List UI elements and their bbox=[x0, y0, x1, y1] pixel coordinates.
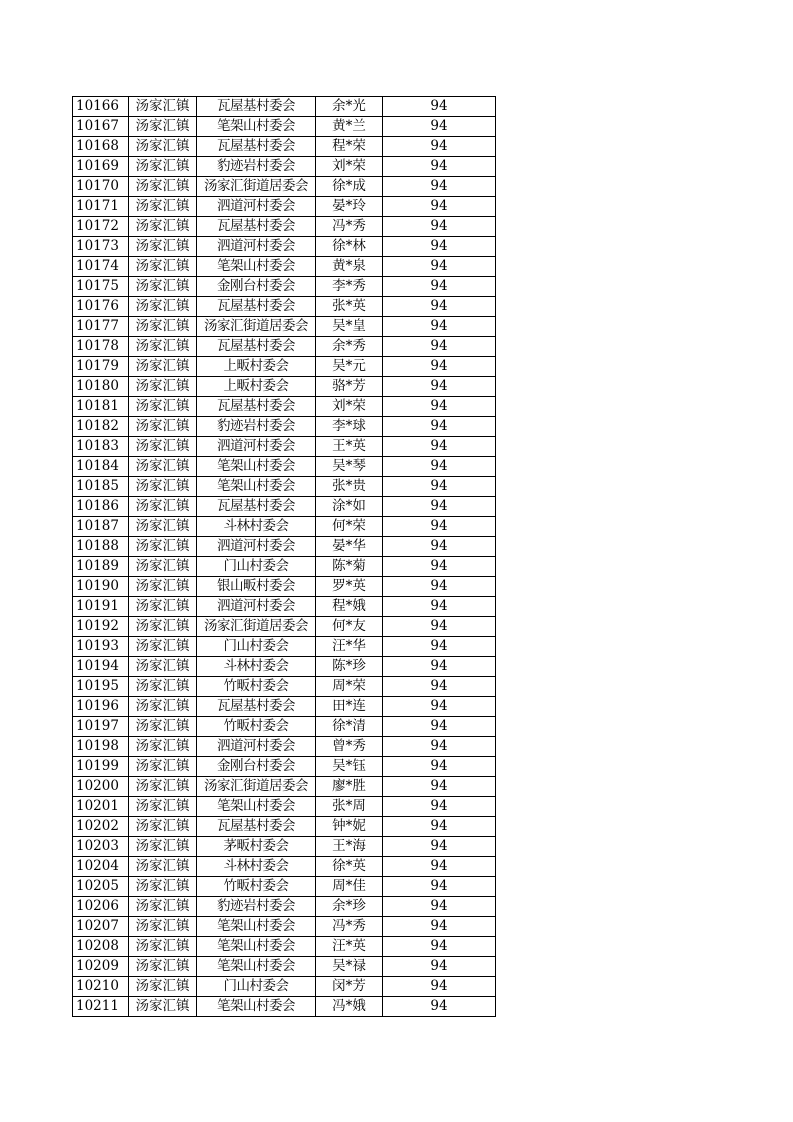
cell-score: 94 bbox=[383, 557, 496, 577]
cell-name: 吴*琴 bbox=[316, 457, 383, 477]
cell-town: 汤家汇镇 bbox=[129, 397, 197, 417]
cell-id: 10205 bbox=[73, 877, 129, 897]
cell-organization: 竹畈村委会 bbox=[197, 717, 316, 737]
cell-id: 10211 bbox=[73, 997, 129, 1017]
table-row bbox=[73, 957, 496, 977]
cell-town: 汤家汇镇 bbox=[129, 917, 197, 937]
table-row bbox=[73, 777, 496, 797]
table-row bbox=[73, 557, 496, 577]
cell-name: 吴*钰 bbox=[316, 757, 383, 777]
cell-name: 涂*如 bbox=[316, 497, 383, 517]
table-row bbox=[73, 117, 496, 137]
cell-name: 王*英 bbox=[316, 437, 383, 457]
cell-score: 94 bbox=[383, 197, 496, 217]
cell-town: 汤家汇镇 bbox=[129, 517, 197, 537]
cell-id: 10202 bbox=[73, 817, 129, 837]
cell-town: 汤家汇镇 bbox=[129, 237, 197, 257]
cell-town: 汤家汇镇 bbox=[129, 157, 197, 177]
cell-id: 10198 bbox=[73, 737, 129, 757]
cell-town: 汤家汇镇 bbox=[129, 737, 197, 757]
cell-town: 汤家汇镇 bbox=[129, 897, 197, 917]
cell-town: 汤家汇镇 bbox=[129, 937, 197, 957]
table-row bbox=[73, 497, 496, 517]
cell-organization: 斗林村委会 bbox=[197, 857, 316, 877]
cell-name: 黄*兰 bbox=[316, 117, 383, 137]
cell-score: 94 bbox=[383, 477, 496, 497]
cell-town: 汤家汇镇 bbox=[129, 977, 197, 997]
cell-id: 10180 bbox=[73, 377, 129, 397]
cell-id: 10191 bbox=[73, 597, 129, 617]
cell-name: 骆*芳 bbox=[316, 377, 383, 397]
cell-id: 10206 bbox=[73, 897, 129, 917]
cell-score: 94 bbox=[383, 417, 496, 437]
cell-score: 94 bbox=[383, 797, 496, 817]
table-row bbox=[73, 977, 496, 997]
table-row bbox=[73, 757, 496, 777]
cell-organization: 上畈村委会 bbox=[197, 357, 316, 377]
cell-name: 吴*皇 bbox=[316, 317, 383, 337]
cell-id: 10201 bbox=[73, 797, 129, 817]
cell-organization: 汤家汇街道居委会 bbox=[197, 317, 316, 337]
table-row bbox=[73, 877, 496, 897]
cell-id: 10169 bbox=[73, 157, 129, 177]
cell-score: 94 bbox=[383, 837, 496, 857]
cell-organization: 笔架山村委会 bbox=[197, 937, 316, 957]
cell-name: 程*荣 bbox=[316, 137, 383, 157]
table-row bbox=[73, 437, 496, 457]
cell-organization: 汤家汇街道居委会 bbox=[197, 777, 316, 797]
cell-organization: 豹迹岩村委会 bbox=[197, 157, 316, 177]
cell-score: 94 bbox=[383, 357, 496, 377]
cell-id: 10181 bbox=[73, 397, 129, 417]
cell-name: 徐*林 bbox=[316, 237, 383, 257]
table-row bbox=[73, 617, 496, 637]
table-row bbox=[73, 997, 496, 1017]
cell-organization: 门山村委会 bbox=[197, 557, 316, 577]
cell-organization: 笔架山村委会 bbox=[197, 797, 316, 817]
cell-id: 10208 bbox=[73, 937, 129, 957]
cell-town: 汤家汇镇 bbox=[129, 677, 197, 697]
cell-score: 94 bbox=[383, 617, 496, 637]
cell-town: 汤家汇镇 bbox=[129, 277, 197, 297]
table-row bbox=[73, 637, 496, 657]
cell-name: 田*连 bbox=[316, 697, 383, 717]
cell-id: 10172 bbox=[73, 217, 129, 237]
table-row bbox=[73, 857, 496, 877]
cell-name: 徐*英 bbox=[316, 857, 383, 877]
cell-name: 刘*荣 bbox=[316, 157, 383, 177]
cell-id: 10168 bbox=[73, 137, 129, 157]
cell-score: 94 bbox=[383, 277, 496, 297]
cell-score: 94 bbox=[383, 177, 496, 197]
cell-score: 94 bbox=[383, 297, 496, 317]
cell-name: 刘*荣 bbox=[316, 397, 383, 417]
cell-score: 94 bbox=[383, 237, 496, 257]
cell-organization: 瓦屋基村委会 bbox=[197, 137, 316, 157]
cell-score: 94 bbox=[383, 397, 496, 417]
table-row bbox=[73, 937, 496, 957]
cell-organization: 茅畈村委会 bbox=[197, 837, 316, 857]
cell-score: 94 bbox=[383, 857, 496, 877]
cell-organization: 上畈村委会 bbox=[197, 377, 316, 397]
cell-town: 汤家汇镇 bbox=[129, 617, 197, 637]
cell-town: 汤家汇镇 bbox=[129, 217, 197, 237]
cell-score: 94 bbox=[383, 657, 496, 677]
cell-score: 94 bbox=[383, 677, 496, 697]
cell-organization: 瓦屋基村委会 bbox=[197, 817, 316, 837]
cell-score: 94 bbox=[383, 377, 496, 397]
cell-id: 10204 bbox=[73, 857, 129, 877]
table-row bbox=[73, 377, 496, 397]
cell-town: 汤家汇镇 bbox=[129, 537, 197, 557]
cell-name: 周*佳 bbox=[316, 877, 383, 897]
cell-score: 94 bbox=[383, 877, 496, 897]
cell-score: 94 bbox=[383, 577, 496, 597]
cell-id: 10175 bbox=[73, 277, 129, 297]
cell-organization: 斗林村委会 bbox=[197, 657, 316, 677]
table-row bbox=[73, 257, 496, 277]
cell-organization: 金刚台村委会 bbox=[197, 757, 316, 777]
cell-name: 钟*妮 bbox=[316, 817, 383, 837]
cell-name: 黄*泉 bbox=[316, 257, 383, 277]
table-row bbox=[73, 517, 496, 537]
cell-town: 汤家汇镇 bbox=[129, 337, 197, 357]
cell-score: 94 bbox=[383, 997, 496, 1017]
cell-organization: 竹畈村委会 bbox=[197, 677, 316, 697]
cell-name: 张*贵 bbox=[316, 477, 383, 497]
cell-score: 94 bbox=[383, 777, 496, 797]
table-row bbox=[73, 237, 496, 257]
table-row bbox=[73, 797, 496, 817]
table-row bbox=[73, 537, 496, 557]
cell-town: 汤家汇镇 bbox=[129, 137, 197, 157]
cell-id: 10178 bbox=[73, 337, 129, 357]
cell-id: 10176 bbox=[73, 297, 129, 317]
cell-organization: 瓦屋基村委会 bbox=[197, 337, 316, 357]
cell-organization: 瓦屋基村委会 bbox=[197, 97, 316, 117]
cell-id: 10174 bbox=[73, 257, 129, 277]
table-row bbox=[73, 177, 496, 197]
cell-score: 94 bbox=[383, 157, 496, 177]
cell-id: 10188 bbox=[73, 537, 129, 557]
table-row bbox=[73, 657, 496, 677]
table-row bbox=[73, 357, 496, 377]
cell-town: 汤家汇镇 bbox=[129, 857, 197, 877]
table-row bbox=[73, 157, 496, 177]
cell-score: 94 bbox=[383, 457, 496, 477]
cell-organization: 竹畈村委会 bbox=[197, 877, 316, 897]
cell-town: 汤家汇镇 bbox=[129, 477, 197, 497]
cell-organization: 豹迹岩村委会 bbox=[197, 417, 316, 437]
cell-organization: 笔架山村委会 bbox=[197, 957, 316, 977]
cell-organization: 瓦屋基村委会 bbox=[197, 217, 316, 237]
cell-id: 10192 bbox=[73, 617, 129, 637]
cell-score: 94 bbox=[383, 217, 496, 237]
cell-organization: 笔架山村委会 bbox=[197, 117, 316, 137]
cell-organization: 泗道河村委会 bbox=[197, 237, 316, 257]
cell-name: 汪*华 bbox=[316, 637, 383, 657]
table-row bbox=[73, 137, 496, 157]
cell-id: 10203 bbox=[73, 837, 129, 857]
cell-score: 94 bbox=[383, 737, 496, 757]
cell-town: 汤家汇镇 bbox=[129, 497, 197, 517]
table-row bbox=[73, 337, 496, 357]
cell-name: 程*娥 bbox=[316, 597, 383, 617]
cell-id: 10193 bbox=[73, 637, 129, 657]
cell-score: 94 bbox=[383, 697, 496, 717]
cell-id: 10186 bbox=[73, 497, 129, 517]
cell-score: 94 bbox=[383, 437, 496, 457]
cell-name: 李*秀 bbox=[316, 277, 383, 297]
cell-name: 晏*玲 bbox=[316, 197, 383, 217]
cell-organization: 笔架山村委会 bbox=[197, 477, 316, 497]
cell-id: 10184 bbox=[73, 457, 129, 477]
cell-id: 10195 bbox=[73, 677, 129, 697]
cell-id: 10209 bbox=[73, 957, 129, 977]
cell-organization: 瓦屋基村委会 bbox=[197, 297, 316, 317]
cell-organization: 豹迹岩村委会 bbox=[197, 897, 316, 917]
table-row bbox=[73, 277, 496, 297]
cell-town: 汤家汇镇 bbox=[129, 357, 197, 377]
cell-name: 陈*珍 bbox=[316, 657, 383, 677]
cell-id: 10187 bbox=[73, 517, 129, 537]
cell-organization: 银山畈村委会 bbox=[197, 577, 316, 597]
cell-name: 徐*成 bbox=[316, 177, 383, 197]
cell-score: 94 bbox=[383, 937, 496, 957]
table-row bbox=[73, 697, 496, 717]
cell-score: 94 bbox=[383, 957, 496, 977]
cell-name: 吴*元 bbox=[316, 357, 383, 377]
cell-name: 闵*芳 bbox=[316, 977, 383, 997]
cell-town: 汤家汇镇 bbox=[129, 777, 197, 797]
cell-name: 冯*娥 bbox=[316, 997, 383, 1017]
table-row bbox=[73, 417, 496, 437]
cell-name: 陈*菊 bbox=[316, 557, 383, 577]
cell-organization: 金刚台村委会 bbox=[197, 277, 316, 297]
cell-name: 廖*胜 bbox=[316, 777, 383, 797]
cell-id: 10171 bbox=[73, 197, 129, 217]
cell-score: 94 bbox=[383, 897, 496, 917]
table-row bbox=[73, 717, 496, 737]
cell-town: 汤家汇镇 bbox=[129, 457, 197, 477]
cell-town: 汤家汇镇 bbox=[129, 657, 197, 677]
cell-town: 汤家汇镇 bbox=[129, 997, 197, 1017]
cell-score: 94 bbox=[383, 117, 496, 137]
cell-id: 10199 bbox=[73, 757, 129, 777]
table-body bbox=[73, 97, 496, 1017]
cell-town: 汤家汇镇 bbox=[129, 717, 197, 737]
table-row bbox=[73, 397, 496, 417]
cell-score: 94 bbox=[383, 137, 496, 157]
table-row bbox=[73, 917, 496, 937]
cell-town: 汤家汇镇 bbox=[129, 197, 197, 217]
cell-name: 张*周 bbox=[316, 797, 383, 817]
cell-id: 10207 bbox=[73, 917, 129, 937]
cell-town: 汤家汇镇 bbox=[129, 297, 197, 317]
cell-id: 10190 bbox=[73, 577, 129, 597]
cell-town: 汤家汇镇 bbox=[129, 557, 197, 577]
cell-organization: 泗道河村委会 bbox=[197, 737, 316, 757]
cell-score: 94 bbox=[383, 257, 496, 277]
cell-name: 徐*清 bbox=[316, 717, 383, 737]
cell-id: 10170 bbox=[73, 177, 129, 197]
cell-town: 汤家汇镇 bbox=[129, 317, 197, 337]
cell-organization: 笔架山村委会 bbox=[197, 257, 316, 277]
cell-score: 94 bbox=[383, 337, 496, 357]
cell-score: 94 bbox=[383, 497, 496, 517]
cell-id: 10182 bbox=[73, 417, 129, 437]
cell-id: 10179 bbox=[73, 357, 129, 377]
cell-score: 94 bbox=[383, 757, 496, 777]
cell-town: 汤家汇镇 bbox=[129, 597, 197, 617]
cell-score: 94 bbox=[383, 317, 496, 337]
cell-organization: 笔架山村委会 bbox=[197, 917, 316, 937]
cell-id: 10173 bbox=[73, 237, 129, 257]
table-row bbox=[73, 317, 496, 337]
cell-name: 汪*英 bbox=[316, 937, 383, 957]
cell-organization: 门山村委会 bbox=[197, 637, 316, 657]
data-table bbox=[72, 96, 496, 1017]
cell-organization: 斗林村委会 bbox=[197, 517, 316, 537]
cell-name: 李*球 bbox=[316, 417, 383, 437]
table-row bbox=[73, 297, 496, 317]
cell-name: 曾*秀 bbox=[316, 737, 383, 757]
cell-id: 10183 bbox=[73, 437, 129, 457]
cell-name: 余*珍 bbox=[316, 897, 383, 917]
table-row bbox=[73, 457, 496, 477]
table-row bbox=[73, 837, 496, 857]
cell-organization: 门山村委会 bbox=[197, 977, 316, 997]
cell-score: 94 bbox=[383, 637, 496, 657]
table-row bbox=[73, 577, 496, 597]
cell-organization: 笔架山村委会 bbox=[197, 457, 316, 477]
cell-town: 汤家汇镇 bbox=[129, 837, 197, 857]
cell-town: 汤家汇镇 bbox=[129, 757, 197, 777]
cell-town: 汤家汇镇 bbox=[129, 417, 197, 437]
cell-name: 王*海 bbox=[316, 837, 383, 857]
cell-town: 汤家汇镇 bbox=[129, 377, 197, 397]
cell-town: 汤家汇镇 bbox=[129, 117, 197, 137]
cell-name: 罗*英 bbox=[316, 577, 383, 597]
cell-score: 94 bbox=[383, 537, 496, 557]
cell-score: 94 bbox=[383, 717, 496, 737]
cell-town: 汤家汇镇 bbox=[129, 437, 197, 457]
cell-name: 何*荣 bbox=[316, 517, 383, 537]
table-row bbox=[73, 477, 496, 497]
cell-id: 10167 bbox=[73, 117, 129, 137]
cell-name: 吴*禄 bbox=[316, 957, 383, 977]
cell-town: 汤家汇镇 bbox=[129, 797, 197, 817]
cell-town: 汤家汇镇 bbox=[129, 177, 197, 197]
cell-town: 汤家汇镇 bbox=[129, 697, 197, 717]
table-row bbox=[73, 217, 496, 237]
cell-organization: 汤家汇街道居委会 bbox=[197, 177, 316, 197]
cell-town: 汤家汇镇 bbox=[129, 257, 197, 277]
cell-score: 94 bbox=[383, 977, 496, 997]
cell-score: 94 bbox=[383, 917, 496, 937]
table-row bbox=[73, 597, 496, 617]
table-row bbox=[73, 817, 496, 837]
cell-id: 10194 bbox=[73, 657, 129, 677]
cell-organization: 泗道河村委会 bbox=[197, 597, 316, 617]
cell-id: 10197 bbox=[73, 717, 129, 737]
cell-name: 余*秀 bbox=[316, 337, 383, 357]
cell-id: 10196 bbox=[73, 697, 129, 717]
cell-id: 10185 bbox=[73, 477, 129, 497]
cell-town: 汤家汇镇 bbox=[129, 97, 197, 117]
cell-town: 汤家汇镇 bbox=[129, 877, 197, 897]
cell-score: 94 bbox=[383, 597, 496, 617]
cell-organization: 瓦屋基村委会 bbox=[197, 397, 316, 417]
cell-id: 10210 bbox=[73, 977, 129, 997]
cell-organization: 瓦屋基村委会 bbox=[197, 497, 316, 517]
cell-organization: 泗道河村委会 bbox=[197, 537, 316, 557]
cell-town: 汤家汇镇 bbox=[129, 817, 197, 837]
cell-town: 汤家汇镇 bbox=[129, 577, 197, 597]
cell-id: 10177 bbox=[73, 317, 129, 337]
cell-id: 10166 bbox=[73, 97, 129, 117]
cell-name: 何*友 bbox=[316, 617, 383, 637]
cell-name: 冯*秀 bbox=[316, 917, 383, 937]
cell-id: 10189 bbox=[73, 557, 129, 577]
cell-town: 汤家汇镇 bbox=[129, 637, 197, 657]
cell-name: 周*荣 bbox=[316, 677, 383, 697]
cell-organization: 汤家汇街道居委会 bbox=[197, 617, 316, 637]
cell-name: 余*光 bbox=[316, 97, 383, 117]
table-row bbox=[73, 97, 496, 117]
cell-score: 94 bbox=[383, 817, 496, 837]
cell-name: 晏*华 bbox=[316, 537, 383, 557]
cell-score: 94 bbox=[383, 97, 496, 117]
cell-score: 94 bbox=[383, 517, 496, 537]
table-row bbox=[73, 737, 496, 757]
table-row bbox=[73, 197, 496, 217]
cell-town: 汤家汇镇 bbox=[129, 957, 197, 977]
cell-organization: 泗道河村委会 bbox=[197, 197, 316, 217]
table-row bbox=[73, 677, 496, 697]
cell-organization: 泗道河村委会 bbox=[197, 437, 316, 457]
cell-id: 10200 bbox=[73, 777, 129, 797]
table-row bbox=[73, 897, 496, 917]
cell-organization: 笔架山村委会 bbox=[197, 997, 316, 1017]
cell-name: 张*英 bbox=[316, 297, 383, 317]
cell-name: 冯*秀 bbox=[316, 217, 383, 237]
cell-organization: 瓦屋基村委会 bbox=[197, 697, 316, 717]
